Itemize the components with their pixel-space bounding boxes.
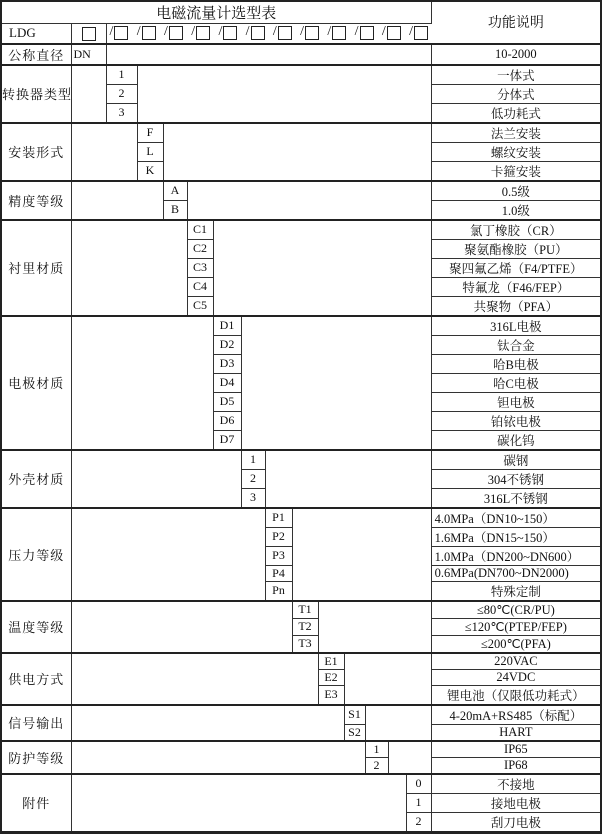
option-desc-cell: 特氟龙（F46/FEP） (431, 277, 601, 296)
option-code-cell: 1 (241, 450, 265, 470)
code-box-icon (223, 26, 237, 40)
option-code-cell: D3 (213, 354, 241, 373)
group-label: 转换器类型 (1, 65, 71, 123)
option-desc-cell: 4-20mA+RS485（标配） (431, 705, 601, 725)
option-code-cell: P1 (265, 508, 292, 528)
code-box-icon (278, 26, 292, 40)
option-code-cell: S1 (344, 705, 365, 725)
option-desc-cell: 10-2000 (431, 44, 601, 65)
model-slash-box: / (355, 25, 374, 41)
code-box-icon (82, 27, 96, 41)
option-desc-cell: 1.0级 (431, 200, 601, 220)
option-code-cell: S2 (344, 724, 365, 741)
option-row (1, 450, 601, 470)
option-code-cell: A (163, 181, 187, 201)
option-row (1, 65, 601, 85)
option-desc-cell: 刮刀电极 (431, 812, 601, 832)
group-label: 压力等级 (1, 508, 71, 601)
option-code-cell: T3 (292, 635, 318, 653)
option-desc-cell: 氯丁橡胶（CR） (431, 220, 601, 240)
option-code-cell: L (137, 142, 163, 161)
model-slash-box: / (246, 25, 265, 41)
group-label: 电极材质 (1, 316, 71, 450)
option-desc-cell: 220VAC (431, 653, 601, 670)
option-desc-cell: 卡箍安装 (431, 161, 601, 181)
option-row (1, 601, 601, 619)
option-row (1, 44, 601, 65)
option-code-cell: E2 (318, 669, 344, 685)
option-code-cell: 2 (365, 757, 388, 774)
option-code-cell: 1 (406, 793, 431, 812)
spacer-cell (344, 653, 431, 705)
option-code-cell: 2 (106, 84, 137, 103)
option-desc-cell: 哈C电极 (431, 373, 601, 392)
option-code-cell: T1 (292, 601, 318, 619)
group-label: 防护等级 (1, 741, 71, 774)
option-desc-cell: 特殊定制 (431, 581, 601, 601)
spacer-cell (71, 220, 187, 316)
option-row (1, 508, 601, 528)
option-code-cell: 3 (241, 488, 265, 508)
spacer-cell (71, 601, 292, 653)
option-row (1, 123, 601, 143)
option-code-cell: E3 (318, 685, 344, 705)
group-label: 信号输出 (1, 705, 71, 741)
option-code-cell: C4 (187, 277, 213, 296)
code-box-icon (251, 26, 265, 40)
option-desc-cell: 螺纹安装 (431, 142, 601, 161)
option-desc-cell: 钽电极 (431, 392, 601, 411)
table-title: 电磁流量计选型表 (1, 1, 431, 24)
option-code-cell: P2 (265, 527, 292, 546)
option-row (1, 741, 601, 758)
spacer-cell (71, 705, 344, 741)
option-code-cell: C3 (187, 258, 213, 277)
code-box-icon (360, 26, 374, 40)
model-slash-box: / (327, 25, 346, 41)
spacer-cell (71, 653, 318, 705)
spacer-cell (365, 705, 431, 741)
option-desc-cell: 0.5级 (431, 181, 601, 201)
option-desc-cell: 低功耗式 (431, 103, 601, 123)
option-code-cell: C1 (187, 220, 213, 240)
option-code-cell: DN (71, 44, 106, 65)
option-row (1, 705, 601, 725)
group-label: 衬里材质 (1, 220, 71, 316)
option-desc-cell: ≤120℃(PTEP/FEP) (431, 618, 601, 635)
option-desc-cell: IP68 (431, 757, 601, 774)
option-code-cell: 0 (406, 774, 431, 794)
option-code-cell: D6 (213, 411, 241, 430)
spacer-cell (241, 316, 431, 450)
option-code-cell: F (137, 123, 163, 143)
code-box-icon (387, 26, 401, 40)
spacer-cell (71, 450, 241, 508)
option-code-cell: D7 (213, 430, 241, 450)
option-desc-cell: 哈B电极 (431, 354, 601, 373)
spacer-cell (187, 181, 431, 220)
option-desc-cell: 1.0MPa（DN200~DN600） (431, 546, 601, 565)
model-first-box-cell (71, 24, 106, 44)
model-slash-box: / (164, 25, 183, 41)
model-boxes-strip (107, 25, 432, 41)
option-code-cell: T2 (292, 618, 318, 635)
spacer-cell (71, 508, 265, 601)
spacer-cell (265, 450, 431, 508)
option-desc-cell: IP65 (431, 741, 601, 758)
code-box-icon (169, 26, 183, 40)
option-desc-cell: 锂电池（仅限低功耗式） (431, 685, 601, 705)
option-desc-cell: 聚氨酯橡胶（PU） (431, 239, 601, 258)
option-row (1, 774, 601, 794)
option-code-cell: 1 (365, 741, 388, 758)
spacer-cell (71, 123, 137, 181)
code-box-icon (142, 26, 156, 40)
option-code-cell: 1 (106, 65, 137, 85)
option-desc-cell: 316L不锈钢 (431, 488, 601, 508)
spacer-cell (71, 65, 106, 123)
model-slash-box: / (137, 25, 156, 41)
spacer-cell (137, 65, 431, 123)
option-row (1, 220, 601, 240)
option-code-cell: D4 (213, 373, 241, 392)
option-code-cell: D5 (213, 392, 241, 411)
group-label: 温度等级 (1, 601, 71, 653)
option-row (1, 181, 601, 201)
option-desc-cell: 聚四氟乙烯（F4/PTFE） (431, 258, 601, 277)
option-desc-cell: ≤80℃(CR/PU) (431, 601, 601, 619)
option-desc-cell: 304不锈钢 (431, 469, 601, 488)
spacer-cell (318, 601, 431, 653)
model-slash-box: / (409, 25, 428, 41)
spacer-cell (71, 181, 163, 220)
option-desc-cell: HART (431, 724, 601, 741)
option-code-cell: 2 (241, 469, 265, 488)
option-code-cell: Pn (265, 581, 292, 601)
model-slash-box: / (382, 25, 401, 41)
model-slash-box: / (300, 25, 319, 41)
option-desc-cell: 法兰安装 (431, 123, 601, 143)
code-box-icon (196, 26, 210, 40)
option-desc-cell: 一体式 (431, 65, 601, 85)
spacer-cell (71, 774, 406, 833)
spacer-cell (213, 220, 431, 316)
group-label: 外壳材质 (1, 450, 71, 508)
code-box-icon (305, 26, 319, 40)
model-slash-box: / (273, 25, 292, 41)
option-row (1, 316, 601, 336)
option-desc-cell: 共聚物（PFA） (431, 296, 601, 316)
group-label: 安装形式 (1, 123, 71, 181)
option-code-cell: K (137, 161, 163, 181)
model-boxes-cell (106, 24, 431, 44)
option-desc-cell: 0.6MPa(DN700~DN2000) (431, 565, 601, 581)
option-desc-cell: 钛合金 (431, 335, 601, 354)
option-code-cell: P4 (265, 565, 292, 581)
option-desc-cell: 不接地 (431, 774, 601, 794)
option-code-cell: P3 (265, 546, 292, 565)
model-prefix-cell: LDG (1, 24, 71, 44)
option-desc-cell: 碳钢 (431, 450, 601, 470)
spacer-cell (71, 741, 365, 774)
option-code-cell: 3 (106, 103, 137, 123)
model-slash-box: / (218, 25, 237, 41)
option-code-cell: E1 (318, 653, 344, 670)
group-label: 公称直径 (1, 44, 71, 65)
group-label: 精度等级 (1, 181, 71, 220)
option-desc-cell: 1.6MPa（DN15~150） (431, 527, 601, 546)
spacer-cell (388, 741, 431, 774)
option-desc-cell: 24VDC (431, 669, 601, 685)
option-code-cell: D2 (213, 335, 241, 354)
spacer-cell (71, 316, 213, 450)
group-label: 附件 (1, 774, 71, 833)
option-code-cell: C2 (187, 239, 213, 258)
option-desc-cell: 碳化钨 (431, 430, 601, 450)
model-slash-box: / (191, 25, 210, 41)
option-code-cell: D1 (213, 316, 241, 336)
option-desc-cell: 分体式 (431, 84, 601, 103)
code-box-icon (414, 26, 428, 40)
option-code-cell: 2 (406, 812, 431, 832)
spacer-cell (163, 123, 431, 181)
option-desc-cell: ≤200℃(PFA) (431, 635, 601, 653)
code-box-icon (332, 26, 346, 40)
spacer-cell (292, 508, 431, 601)
spacer-cell (106, 44, 431, 65)
option-desc-cell: 4.0MPa（DN10~150） (431, 508, 601, 528)
model-slash-box: / (110, 25, 129, 41)
group-label: 供电方式 (1, 653, 71, 705)
function-desc-header: 功能说明 (487, 16, 544, 32)
option-desc-cell: 接地电极 (431, 793, 601, 812)
option-desc-cell: 铂铱电极 (431, 411, 601, 430)
option-code-cell: C5 (187, 296, 213, 316)
option-code-cell: B (163, 200, 187, 220)
option-row (1, 653, 601, 670)
code-box-icon (114, 26, 128, 40)
option-desc-cell: 316L电极 (431, 316, 601, 336)
